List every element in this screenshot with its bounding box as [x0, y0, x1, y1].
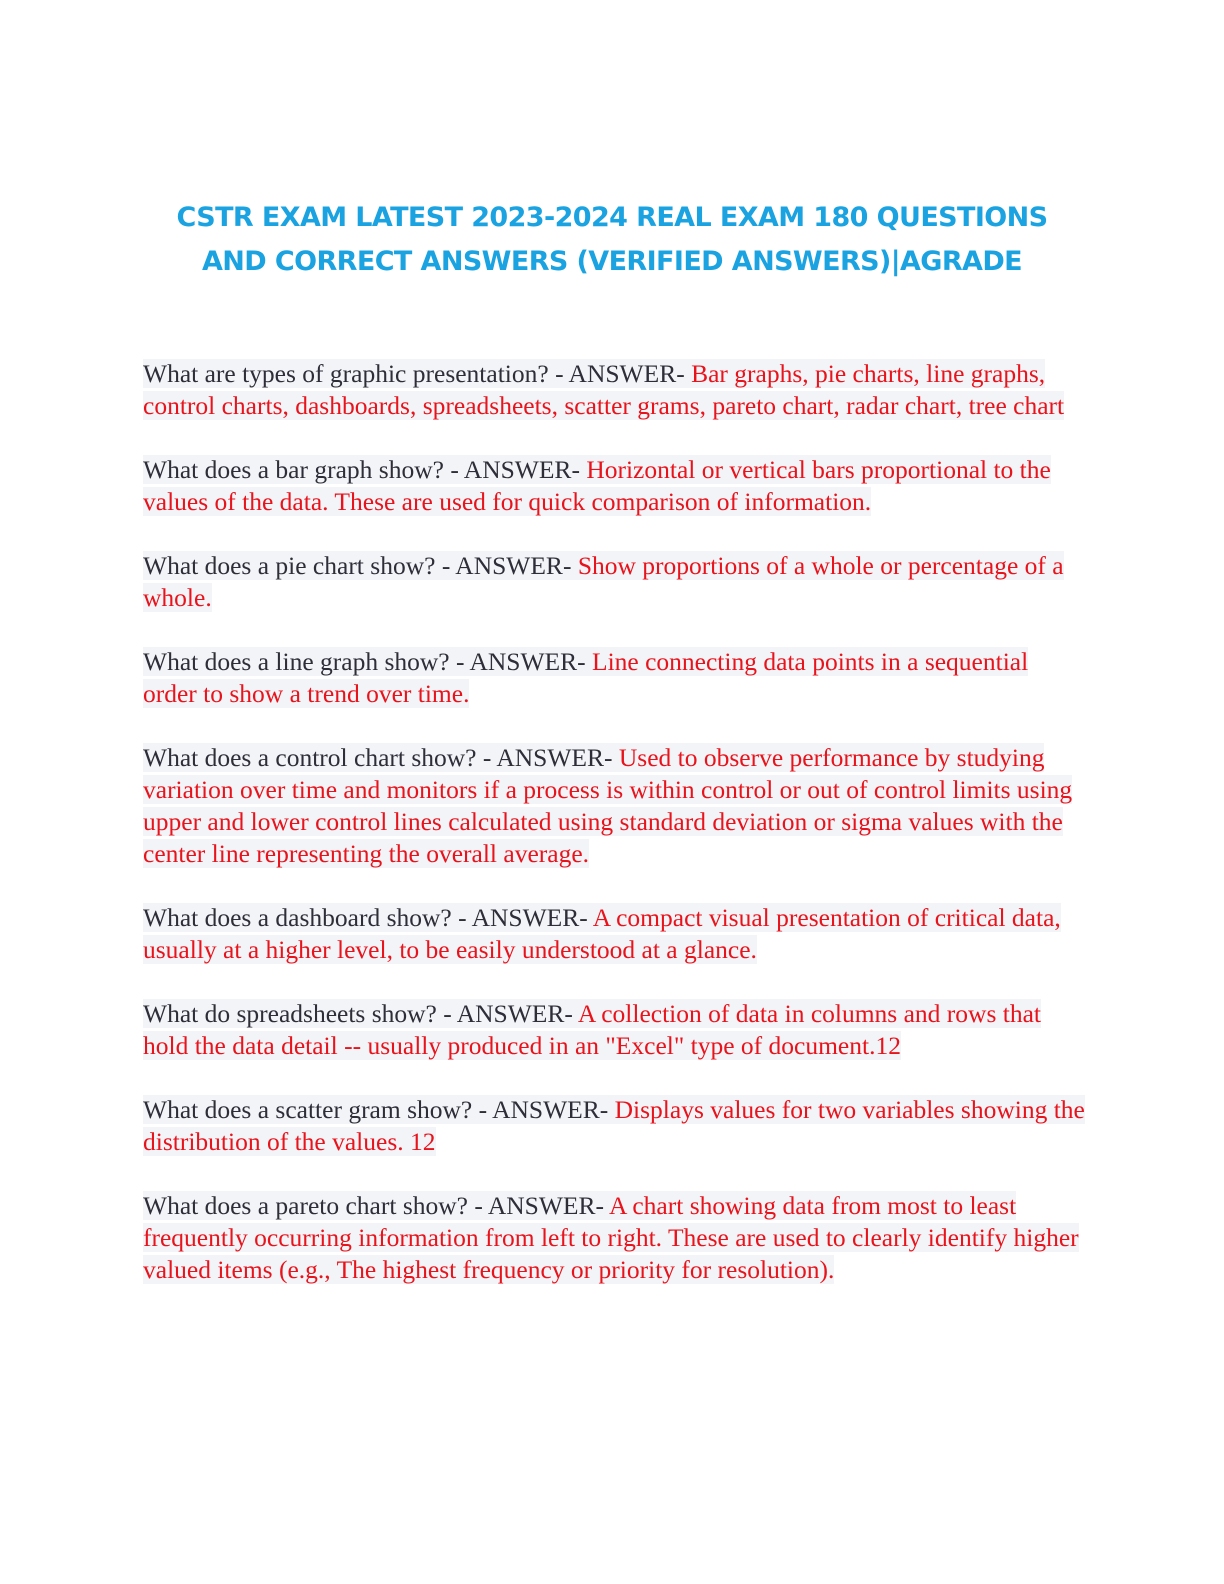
title-line-2: AND CORRECT ANSWERS (VERIFIED ANSWERS)|AGRADE: [202, 246, 1022, 277]
title-line-1: CSTR EXAM LATEST 2023-2024 REAL EXAM 180 QUESTIONS: [176, 202, 1048, 233]
question-text: What does a scatter gram show?: [143, 1095, 473, 1124]
answer-prefix: - ANSWER-: [436, 999, 578, 1028]
answer-text: Bar graphs, pie charts, line graphs, control charts, dashboards, spreadsheets, scatter grams, pareto chart, radar chart, tree chart: [143, 359, 1065, 420]
answer-prefix: - ANSWER-: [451, 903, 593, 932]
question-text: What does a pareto chart show?: [143, 1191, 468, 1220]
answer-prefix: - ANSWER-: [548, 359, 692, 388]
answer-text: A chart showing data from most to least frequently occurring information from left to right. These are used to clearly identify higher valued items (e.g., The highest frequency or priority for resolution).: [143, 1191, 1079, 1284]
qa-item: [143, 902, 1088, 966]
question-text: What does a control chart show?: [143, 743, 477, 772]
answer-text: Show proportions of a whole or percentage of a whole.: [143, 551, 1064, 612]
document-title: [120, 196, 1104, 284]
answer-prefix: - ANSWER-: [435, 551, 578, 580]
qa-item: [143, 1190, 1088, 1286]
question-text: What does a dashboard show?: [143, 903, 452, 932]
qa-item: [143, 646, 1088, 710]
answer-text: Displays values for two variables showing the distribution of the values. 12: [143, 1095, 1085, 1156]
qa-item: [143, 742, 1088, 870]
question-text: What do spreadsheets show?: [143, 999, 437, 1028]
qa-item: [143, 998, 1088, 1062]
question-text: What does a line graph show?: [143, 647, 450, 676]
answer-prefix: - ANSWER-: [443, 455, 587, 484]
answer-text: Line connecting data points in a sequential order to show a trend over time.: [143, 647, 1029, 708]
answer-prefix: - ANSWER-: [472, 1095, 615, 1124]
answer-prefix: - ANSWER-: [468, 1191, 609, 1220]
qa-item: [143, 550, 1088, 614]
question-text: What does a bar graph show?: [143, 455, 444, 484]
answer-text: A compact visual presentation of critical data, usually at a higher level, to be easily understood at a glance.: [143, 903, 1061, 964]
answer-prefix: - ANSWER-: [476, 743, 619, 772]
question-text: What are types of graphic presentation?: [143, 359, 549, 388]
question-text: What does a pie chart show?: [143, 551, 436, 580]
qa-list: [143, 358, 1088, 1318]
qa-item: [143, 358, 1088, 422]
answer-prefix: - ANSWER-: [449, 647, 592, 676]
qa-item: [143, 1094, 1088, 1158]
answer-text: Used to observe performance by studying variation over time and monitors if a process is within control or out of control limits using upper and lower control lines calculated using standard deviation or sigma values with the center line representing the overall average.: [143, 743, 1073, 868]
qa-item: [143, 454, 1088, 518]
answer-text: Horizontal or vertical bars proportional to the values of the data. These are used for quick comparison of information.: [143, 455, 1051, 516]
answer-text: A collection of data in columns and rows that hold the data detail -- usually produced in an "Excel" type of document.12: [143, 999, 1041, 1060]
